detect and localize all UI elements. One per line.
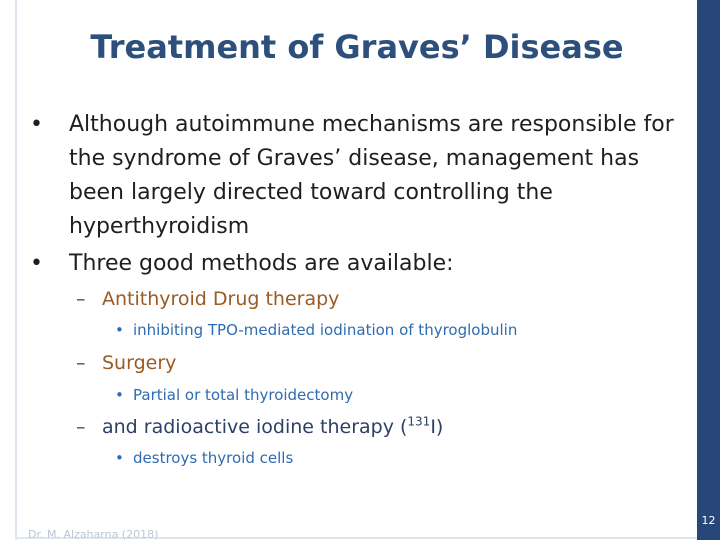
method-label: Surgery xyxy=(102,352,177,374)
method-label-prefix: and radioactive iodine therapy ( xyxy=(102,416,408,438)
method-label-sup: 131 xyxy=(407,414,431,429)
method-detail-text: inhibiting TPO-mediated iodination of thyroglobulin xyxy=(133,321,518,339)
method-label: Antithyroid Drug therapy xyxy=(102,288,340,310)
bullet-text: Although autoimmune mechanisms are responsible for the syndrome of Graves’ disease, management has been largely directed toward controlling the hyperthyroidism xyxy=(69,112,674,239)
bullet-icon: • xyxy=(30,251,43,276)
method-detail-text: destroys thyroid cells xyxy=(133,449,294,467)
bullet-icon: • xyxy=(115,449,124,467)
bullet-text: Three good methods are available: xyxy=(69,251,454,276)
slide-footer: Dr. M. Alzaharna (2018) xyxy=(28,528,159,541)
page-number: 12 xyxy=(701,514,716,527)
bullet-icon: • xyxy=(115,321,124,339)
dash-icon: – xyxy=(76,288,86,310)
method-label xyxy=(102,415,443,439)
method-label-suffix: I) xyxy=(430,416,444,438)
bullet-item-1 xyxy=(30,108,674,244)
left-border-line xyxy=(15,0,17,540)
right-accent-bar xyxy=(697,0,720,540)
dash-icon: – xyxy=(76,352,86,374)
slide-title: Treatment of Graves’ Disease xyxy=(90,28,624,66)
bullet-icon: • xyxy=(115,386,124,404)
bullet-icon: • xyxy=(30,112,43,137)
bullet-item-2 xyxy=(30,247,670,281)
method-detail-text: Partial or total thyroidectomy xyxy=(133,386,354,404)
dash-icon: – xyxy=(76,416,86,438)
